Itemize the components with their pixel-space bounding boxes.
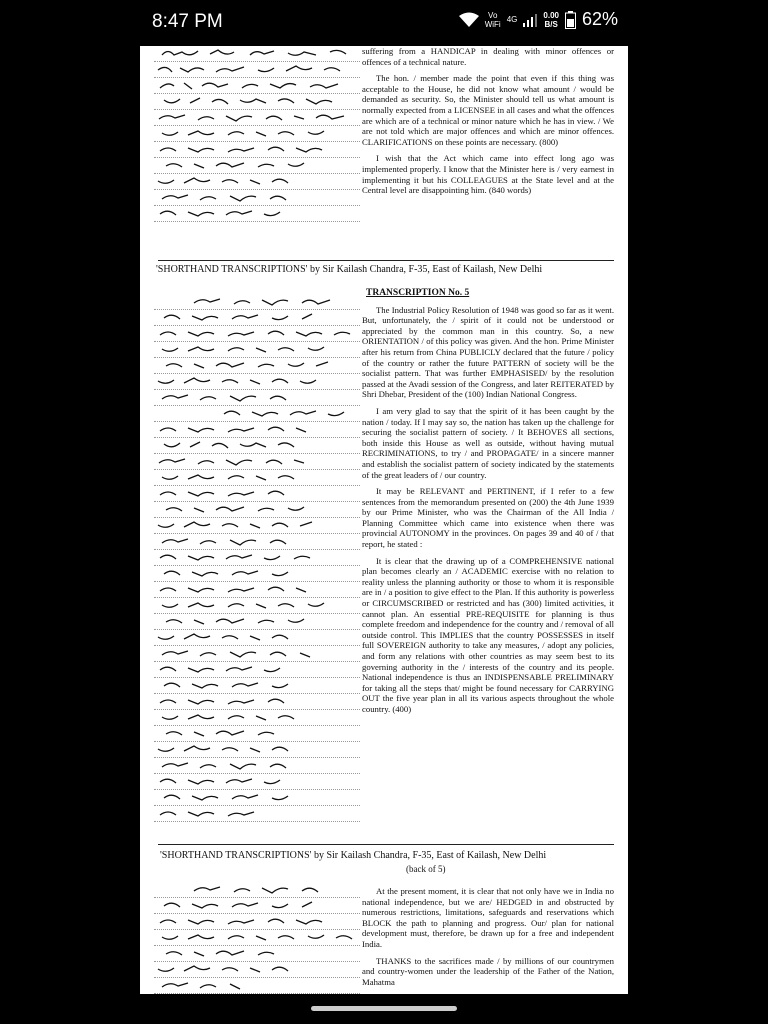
- page-1: [140, 46, 628, 242]
- navigation-bar: [140, 994, 628, 1024]
- page2-para3: It may be RELEVANT and PERTINENT, if I refer to a few sentences from the memorandum presented on (200) the 4th June 1939 by our Prime Minister, who was the Chairman of the All India / Planning Committee which came into existence when there was provincial AUTONOMY in the provinces. On pages 39 and 40 of / that report, he stated :: [362, 486, 614, 550]
- page3-para2: THANKS to the sacrifices made / by millions of our countrymen and country-women under the leadership of the Father of the Nation, Mahatma: [362, 955, 614, 987]
- page2-para4: It is clear that the drawing up of a COMPREHENSIVE national plan becomes clearly an / ACADEMIC exercise with no relation to reality unless the planning authority or those to whom it is responsible are in / a position to give effect to the Plan. If this authority is powerless or CIRCUMSCRIBED or restricted and has (300) limited activities, it cannot plan. An essential PRE-REQUISITE for planning is thus complete freedom and independence for the country and / removal of all outside control. This IMPLIES that the country POSSESSES in itself full SOVEREIGN authority to take any measures, / adopt any policies, and form any relations with other countries as may seem best to its governing authority in the / interests of the country and its people. National independence is thus an INDISPENSABLE PRELIMINARY for taking all the steps that/ might be found necessary for CARRYING OUT the five year plan in all its various aspects throughout the whole country. (400): [362, 555, 614, 714]
- header-rule: [158, 844, 614, 845]
- wifi-icon: [459, 12, 479, 28]
- document-viewer[interactable]: [140, 46, 628, 994]
- page-subheader: (back of 5): [406, 864, 446, 874]
- vowifi-label: Vo WiFi: [484, 10, 501, 29]
- page1-para3: I wish that the Act which came into effect long ago was implemented properly. I know that the Minister here is / very earnest in implementing it but his COLLEAGUES at the State level and at the Central level are disappointing him. (840 words): [362, 153, 614, 196]
- transcription-column: [362, 886, 614, 993]
- signal-icon: [523, 13, 537, 27]
- transcription-title: TRANSCRIPTION No. 5: [366, 288, 470, 298]
- page3-para1: At the present moment, it is clear that not only have we in India no national independence, but we are/ HEDGED in and obstructed by numerous restrictions, limitations, safeguards and reservations which BLOCK the path to planning and progress. Our/ plan for national development must, therefore, be drawn up for a free and independent India.: [362, 886, 614, 949]
- header-rule: [158, 260, 614, 261]
- page-2: [140, 258, 628, 838]
- page1-para2: The hon. / member made the point that even if this thing was acceptable to the House, he did not know what amount / would be demanded as security. So, the Minister should tell us what amount is normally expected from a LICENSEE in all cases and what the offences are which are of a technical or minor nature which he has in view. / We are not told which are major offences and which are minor offences. CLARIFICATIONS on these points are necessary. (800): [362, 73, 614, 147]
- status-bar: [140, 0, 628, 46]
- transcription-column: [362, 46, 614, 202]
- page-3: [140, 842, 628, 994]
- status-time: 8:47 PM: [152, 11, 223, 32]
- page1-para1: suffering from a HANDICAP in dealing with minor offences or offences of a technical nature.: [362, 46, 614, 67]
- status-icons: [459, 9, 618, 30]
- home-gesture-handle[interactable]: [311, 1006, 457, 1011]
- page-header: 'SHORTHAND TRANSCRIPTIONS' by Sir Kailash Chandra, F-35, East of Kailash, New Delhi: [160, 850, 547, 861]
- network-speed: 0.00 B/S: [543, 10, 559, 29]
- page-header: 'SHORTHAND TRANSCRIPTIONS' by Sir Kailash Chandra, F-35, East of Kailash, New Delhi: [156, 264, 543, 275]
- battery-icon: [565, 11, 576, 29]
- transcription-column: [362, 288, 614, 721]
- shorthand-column: [154, 882, 360, 994]
- shorthand-column: [154, 46, 360, 222]
- network-type: 4G: [506, 15, 518, 24]
- page2-para1: The Industrial Policy Resolution of 1948 was good so far as it went. But, unfortunately, the / spirit of it could not be understood or appreciated by the common man in this country. So, a new ORIENTATION / of this policy was given. And the hon. Prime Minister after his return from China PUBLICLY declared that the future / policy of the country or rather the future PATTERN of society will be the socialist pattern. That was further EMPHASISED/ by the resolution passed at the Avadi session of the Congress, and later REITERATED by Shri Dhebar, President of the (100) Indian National Congress.: [362, 304, 614, 400]
- page2-para2: I am very glad to say that the spirit of it has been caught by the nation / today. If I may say so, the nation has taken up the challenge for securing the socialist pattern of society. / It BEHOVES all sections, both inside this House as well as outside, without having mutual RECRIMINATIONS, to try / and PROPAGATE/ in a sincere manner and establish the socialist pattern of society indicated by the statements of the great leaders of / our country.: [362, 405, 614, 480]
- battery-percent: 62%: [581, 9, 618, 29]
- shorthand-column: [154, 294, 360, 822]
